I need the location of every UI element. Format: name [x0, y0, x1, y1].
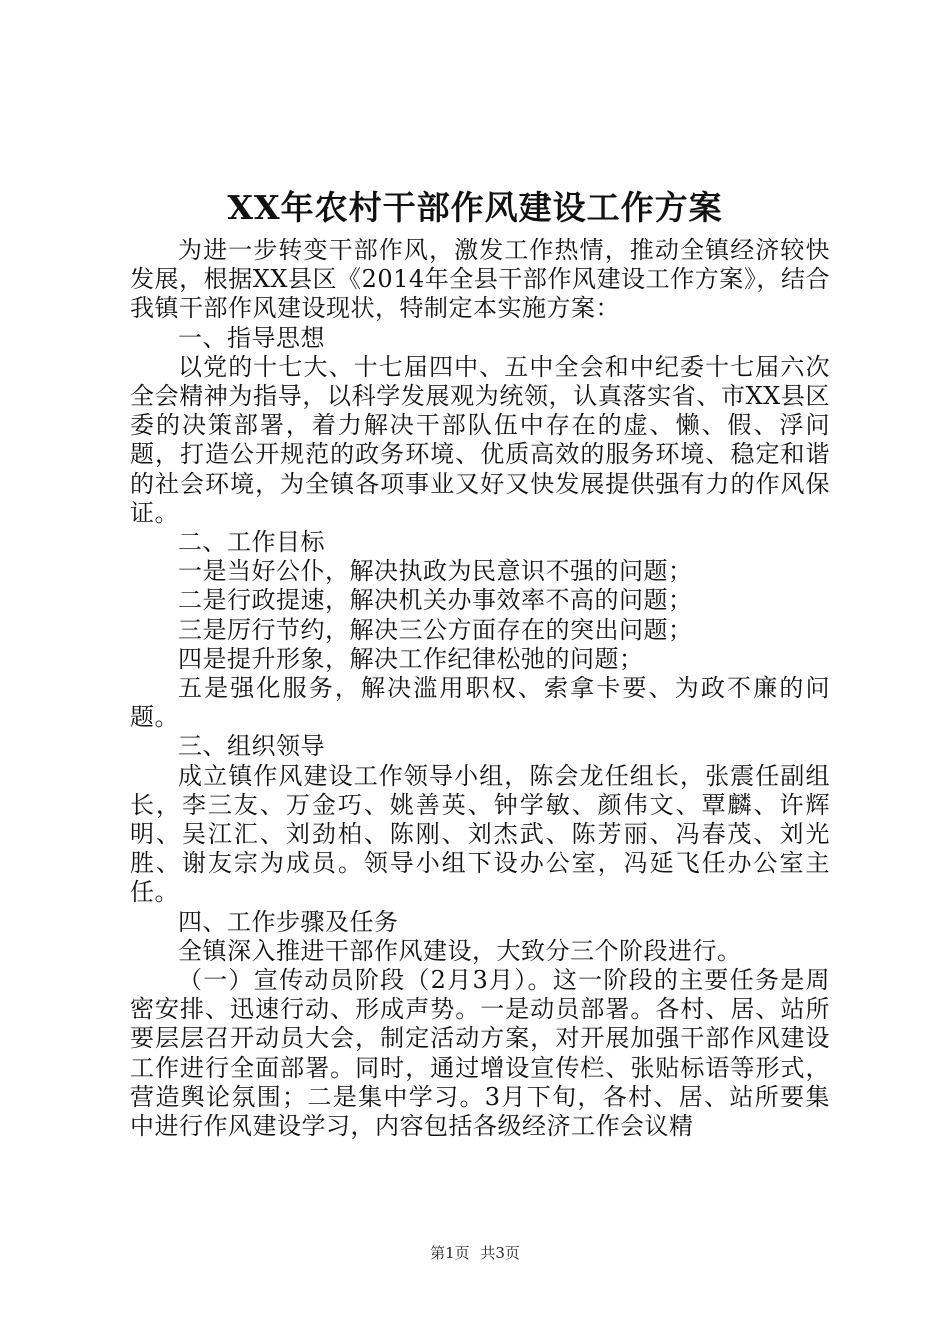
page-number: 第1页: [430, 1244, 470, 1262]
goal-item-1: 一是当好公仆，解决执政为民意识不强的问题；: [178, 557, 693, 586]
page-total: 共3页: [480, 1244, 520, 1262]
paragraph-guiding-ideology: 以党的十七大、十七届四中、五中全会和中纪委十七届六次全会精神为指导，以科学发展观为统领，认真落实省、市XX县区委的决策部署，着力解决干部队伍中存在的虚、懒、假、浮问题，打造公开规范的政务环境、优质高效的服务环境、稳定和谐的社会环境，为全镇各项事业又好又快发展提供强有力的作风保证。: [130, 352, 830, 527]
section-heading-work-goals: 二、工作目标: [178, 528, 325, 557]
section-heading-steps: 四、工作步骤及任务: [178, 907, 399, 936]
paragraph-steps-intro: 全镇深入推进干部作风建设，大致分三个阶段进行。: [178, 936, 742, 965]
page-footer: [0, 1243, 950, 1263]
paragraph-intro: 为进一步转变干部作风，激发工作热情，推动全镇经济较快发展，根据XX县区《2014年全县干部作风建设工作方案》，结合我镇干部作风建设现状，特制定本实施方案：: [130, 236, 830, 323]
section-heading-leadership: 三、组织领导: [178, 732, 325, 761]
goal-item-4: 四是提升形象，解决工作纪律松弛的问题；: [178, 644, 644, 673]
paragraph-leadership: 成立镇作风建设工作领导小组，陈会龙任组长，张震任副组长，李三友、万金巧、姚善英、钟学敏、颜伟文、覃麟、许辉明、吴江汇、刘劲柏、陈刚、刘杰武、陈芳丽、冯春茂、刘光胜、谢友宗为成员。领导小组下设办公室，冯延飞任办公室主任。: [130, 761, 830, 907]
goal-item-2: 二是行政提速，解决机关办事效率不高的问题；: [178, 586, 693, 615]
goal-item-5: 五是强化服务，解决滥用职权、索拿卡要、为政不廉的问题。: [130, 674, 830, 732]
document-body: [130, 236, 830, 1141]
goal-item-3: 三是厉行节约，解决三公方面存在的突出问题；: [178, 615, 693, 644]
section-heading-guiding-ideology: 一、指导思想: [178, 323, 325, 352]
paragraph-stage-one: （一）宣传动员阶段（2月3月）。这一阶段的主要任务是周密安排、迅速行动、形成声势。一是动员部署。各村、居、站所要层层召开动员大会，制定活动方案，对开展加强干部作风建设工作进行全面部署。同时，通过增设宣传栏、张贴标语等形式，营造舆论氛围；二是集中学习。3月下旬，各村、居、站所要集中进行作风建设学习，内容包括各级经济工作会议精: [130, 966, 830, 1141]
document-title: XX年农村干部作风建设工作方案: [227, 188, 723, 227]
